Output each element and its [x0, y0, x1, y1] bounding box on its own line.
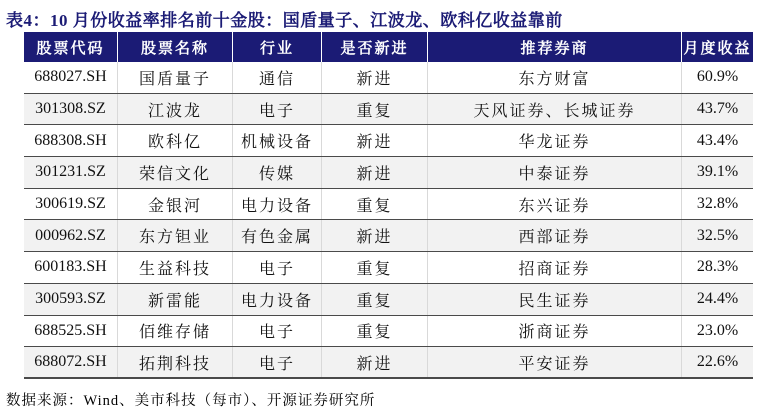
cell-stock-code: 301308.SZ [24, 94, 118, 125]
cell-broker: 西部证券 [428, 220, 682, 251]
cell-industry: 电力设备 [233, 284, 322, 315]
cell-industry: 电子 [233, 347, 322, 377]
data-source-note: 数据来源：Wind、美市科技（每市）、开源证券研究所 [6, 393, 376, 409]
cell-broker: 东兴证券 [428, 189, 682, 220]
cell-industry: 传媒 [233, 157, 322, 188]
cell-monthly-return: 43.4% [696, 131, 739, 149]
cell-stock-code: 688525.SH [24, 316, 118, 347]
cell-monthly-return: 32.8% [696, 195, 739, 213]
table-row [24, 125, 753, 157]
cell-monthly-return: 24.4% [696, 290, 739, 308]
cell-industry: 有色金属 [233, 220, 322, 251]
cell-industry: 电力设备 [233, 189, 322, 220]
table-row [24, 62, 753, 94]
cell-industry: 电子 [233, 316, 322, 347]
cell-stock-name: 拓荆科技 [118, 347, 233, 377]
cell-stock-name: 佰维存储 [118, 316, 233, 347]
table-row [24, 157, 753, 189]
cell-is-new: 重复 [322, 189, 428, 220]
cell-is-new: 新进 [322, 220, 428, 251]
cell-is-new: 新进 [322, 125, 428, 156]
cell-industry: 机械设备 [233, 125, 322, 156]
cell-is-new: 重复 [322, 94, 428, 125]
table-row [24, 94, 753, 126]
cell-broker: 华龙证券 [428, 125, 682, 156]
cell-broker: 东方财富 [428, 62, 682, 93]
cell-monthly-return: 60.9% [696, 68, 739, 86]
cell-industry: 通信 [233, 62, 322, 93]
column-header-stock-code: 股票代码 [24, 32, 118, 62]
cell-stock-code: 600183.SH [24, 252, 118, 283]
cell-stock-name: 荣信文化 [118, 157, 233, 188]
cell-stock-name: 江波龙 [118, 94, 233, 125]
column-header-broker: 推荐券商 [428, 32, 682, 62]
cell-stock-name: 东方钽业 [118, 220, 233, 251]
cell-stock-name: 金银河 [118, 189, 233, 220]
table-header-row [24, 32, 753, 62]
table-body [24, 62, 753, 379]
cell-is-new: 重复 [322, 284, 428, 315]
cell-is-new: 新进 [322, 62, 428, 93]
cell-stock-name: 生益科技 [118, 252, 233, 283]
cell-stock-code: 000962.SZ [24, 220, 118, 251]
cell-stock-code: 301231.SZ [24, 157, 118, 188]
cell-stock-name: 新雷能 [118, 284, 233, 315]
cell-stock-name: 国盾量子 [118, 62, 233, 93]
cell-stock-name: 欧科亿 [118, 125, 233, 156]
cell-is-new: 重复 [322, 316, 428, 347]
table-title: 表4：10 月份收益率排名前十金股：国盾量子、江波龙、欧科亿收益靠前 [6, 11, 563, 30]
table-row [24, 347, 753, 379]
top-ten-stocks-table [24, 32, 753, 379]
table-row [24, 220, 753, 252]
cell-stock-code: 688027.SH [24, 62, 118, 93]
cell-monthly-return: 32.5% [696, 226, 739, 244]
cell-stock-code: 688308.SH [24, 125, 118, 156]
cell-stock-code: 688072.SH [24, 347, 118, 377]
cell-is-new: 重复 [322, 252, 428, 283]
cell-monthly-return: 22.6% [696, 353, 739, 371]
cell-broker: 平安证券 [428, 347, 682, 377]
cell-broker: 民生证券 [428, 284, 682, 315]
column-header-stock-name: 股票名称 [118, 32, 233, 62]
table-row [24, 316, 753, 348]
column-header-industry: 行业 [233, 32, 322, 62]
table-row [24, 284, 753, 316]
cell-monthly-return: 39.1% [696, 163, 739, 181]
cell-monthly-return: 23.0% [696, 321, 739, 339]
table-row [24, 252, 753, 284]
table-row [24, 189, 753, 221]
cell-is-new: 新进 [322, 157, 428, 188]
cell-stock-code: 300593.SZ [24, 284, 118, 315]
cell-monthly-return: 28.3% [696, 258, 739, 276]
cell-industry: 电子 [233, 252, 322, 283]
cell-broker: 天风证券、长城证券 [428, 94, 682, 125]
cell-stock-code: 300619.SZ [24, 189, 118, 220]
column-header-monthly-return: 月度收益 [683, 40, 752, 57]
cell-is-new: 新进 [322, 347, 428, 377]
column-header-is-new: 是否新进 [322, 32, 428, 62]
cell-broker: 中泰证券 [428, 157, 682, 188]
cell-broker: 浙商证券 [428, 316, 682, 347]
cell-broker: 招商证券 [428, 252, 682, 283]
cell-industry: 电子 [233, 94, 322, 125]
cell-monthly-return: 43.7% [696, 100, 739, 118]
